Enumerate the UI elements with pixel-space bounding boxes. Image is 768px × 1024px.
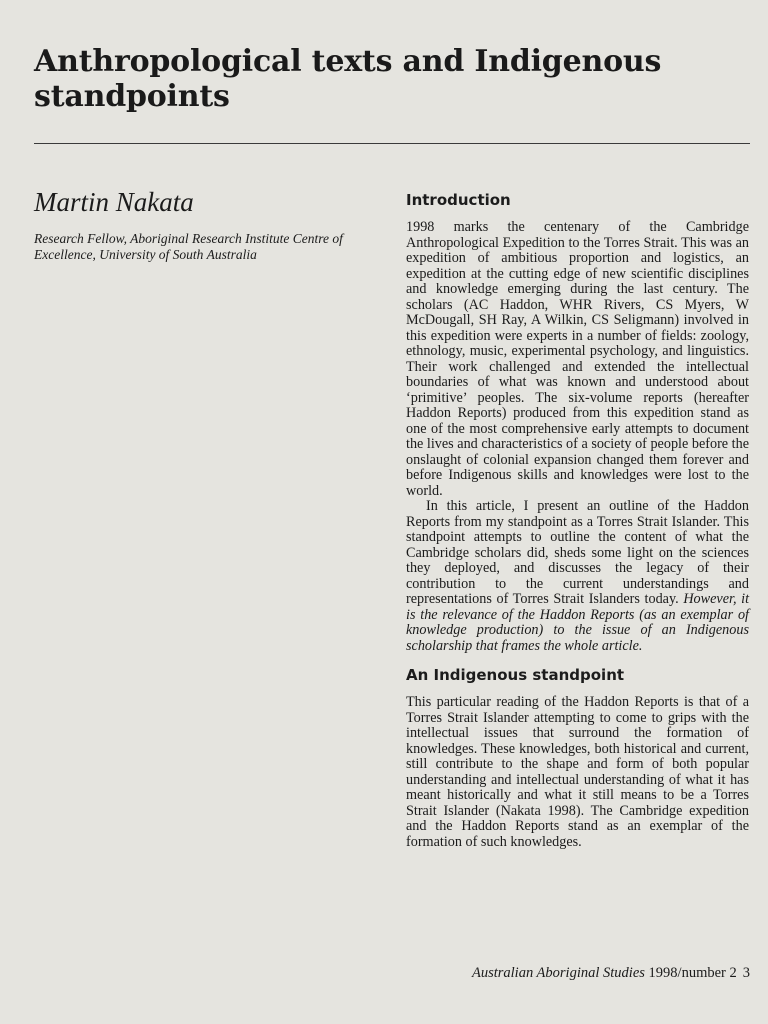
standpoint-paragraph-1: This particular reading of the Haddon Reports is that of a Torres Strait Islander attempting to come to grips with the intellectual issues that surround the formation of knowledges. These knowledges, both historical and current, still contribute to the shape and form of both popular understanding and intellectual understanding of what it has meant historically and what it still means to be a Torres Strait Islander (Nakata 1998). The Cambridge expedition and the Haddon Reports stand as an exemplar of the formation of such knowledges. <box>406 694 749 850</box>
article-title: Anthropological texts and Indigenous standpoints <box>34 44 662 114</box>
section-heading-indigenous-standpoint: An Indigenous standpoint <box>406 666 625 684</box>
article-body <box>406 190 749 850</box>
page-footer <box>472 964 750 982</box>
journal-issue: 1998/number 2 <box>648 965 737 981</box>
journal-name: Australian Aboriginal Studies <box>471 965 645 981</box>
title-divider <box>34 143 750 144</box>
introduction-paragraph-2 <box>406 499 749 654</box>
author-name: Martin Nakata <box>34 187 194 217</box>
author-affiliation: Research Fellow, Aboriginal Research Institute Centre of Excellence, University of South Australia <box>34 231 343 262</box>
introduction-paragraph-2-emphasis: However, it is the relevance of the Haddon Reports (as an exemplar of knowledge production) to the issue of an Indigenous scholarship that frames the whole article. <box>406 591 750 654</box>
section-heading-introduction: Introduction <box>406 191 511 209</box>
page-number: 3 <box>742 965 750 981</box>
introduction-paragraph-2-text: In this article, I present an outline of the Haddon Reports from my standpoint as a Torres Strait Islander. This standpoint attempts to outline the content of what the Cambridge scholars did, sheds some light on the sciences they deployed, and discusses the legacy of their contribution to the current understandings and representations of Torres Strait Islanders today. <box>406 498 749 607</box>
introduction-paragraph-1: 1998 marks the centenary of the Cambridge Anthropological Expedition to the Torres Strait. This was an expedition of ambitious proportion and logistics, an expedition at the cutting edge of new scientific disciplines and knowledge emerging during the last century. The scholars (AC Haddon, WHR Rivers, CS Myers, W McDougall, SH Ray, A Wilkin, CS Seligmann) involved in this expedition were experts in a number of fields: zoology, ethnology, music, experimental psychology, and linguistics. Their work challenged and extended the intellectual boundaries of what was known and understood about ‘primitive’ peoples. The six-volume reports (hereafter Haddon Reports) produced from this expedition stand as one of the most comprehensive early attempts to document the lives and characteristics of a society of people before the onslaught of colonial expansion changed them forever and before Indigenous skills and knowledges were lost to the world. <box>406 219 749 499</box>
